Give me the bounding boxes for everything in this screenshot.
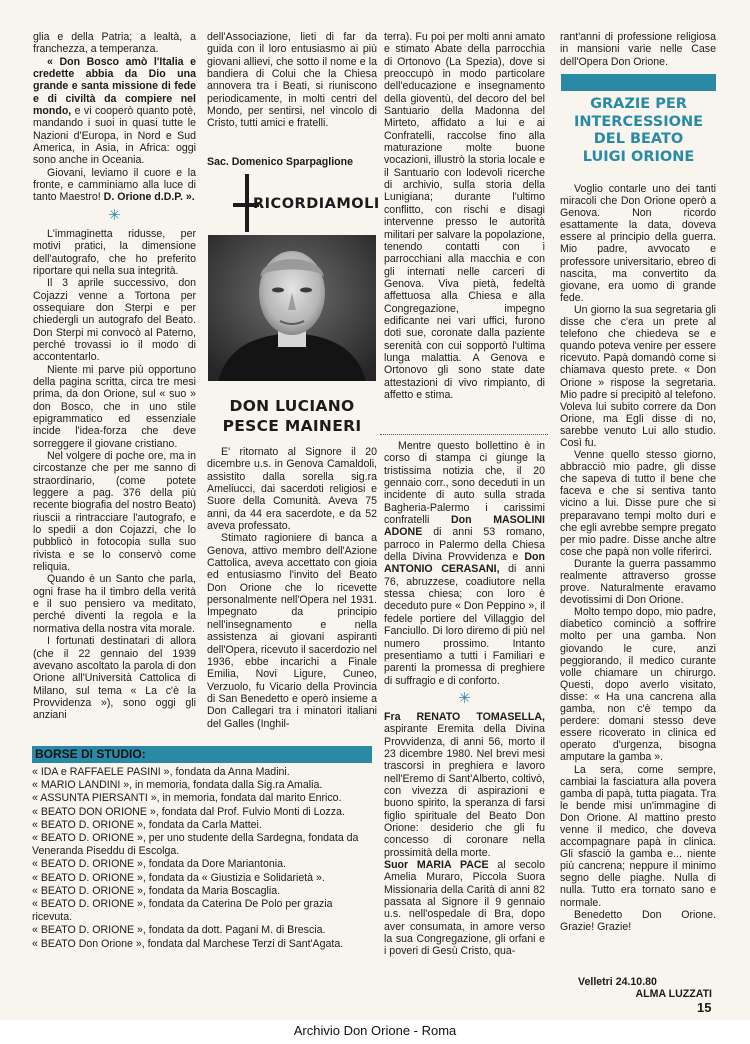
paragraph [384,859,545,958]
page-number: 15 [697,1000,712,1015]
paragraph [33,167,196,204]
paragraph [560,304,716,449]
grazie-heading [561,96,716,166]
text-run: glia e della Patria; a lealtà, a franchezza, a temperanza. [33,31,196,56]
scholarship-item: « BEATO D. ORIONE », fondata da Maria Boscaglia. [32,884,281,897]
scholarship-item: « IDA e RAFFAELE PASINI », fondata da Anna Madini. [32,766,290,778]
text-run: Stimato ragioniere di banca a Genova, attivo membro dell'Azione Cattolica, aveva accettato con gioia ed entusiasmo l'invito del Beato Don Orione che lo ricevette personalmente nell'Opera nel 1931. Impegnato da principio nell'insegnamento e nella assistenza ai giovani aspiranti dell'Opera, ricevuto il sacerdozio nel 1936, ebbe incarichi a Finale Emilia, Novi Ligure, Cuneo, Verzuolo, fu Vicario della Provincia di San Benedetto e operò insieme a Don Callegari tra i minatori italiani del Galles (Inghil- [207,532,377,730]
paragraph [560,31,716,68]
column-4-intro [560,31,716,68]
paragraph [560,909,716,933]
text-run: rant'anni di professione religiosa in mansioni varie nelle Case dell'Opera Don Orione. [560,31,716,68]
scholarship-item: « BEATO D. ORIONE », fondata da Caterina De Polo per grazia ricevuta. [32,898,333,924]
paragraph [207,532,377,730]
scholarship-item: « ASSUNTA PIERSANTI », in memoria, fondata dal marito Enrico. [32,792,342,805]
obituary-name-line-1: DON LUCIANO [229,397,355,415]
text-run: terra). Fu poi per molti anni amato e stimato Abate della parrocchia di Ortonovo (La Spezia), dove si preoccupò in modo particolare dell'educazione e insegnamento della gioventù, del decoro del bel Santuario della Madonna del Mirteto, affidato a lui e ai Confratelli, raccolse fino alla maturazione molte buone vocazioni, illustrò la storia locale e il Santuario con lodevoli ricerche di archivio, sulla storia della Lunigiana; durante l'ultimo conflitto, con rischi e disagi intervenne presso le autorità militari per salvare la popolazione, tenendo contatti con i parrocchiani alla macchia e con gli internati nelle carceri di Genova. Viva pietà, fedeltà affettuosa alla Chiesa e alla Congregazione, impegno edificante nei vari uffici, furono doti sue, coronate dalla paziente serenità con cui sopportò l'ultima lunga malattia. A Genova e Ortonovo gli sono state date attestazioni di vivo rimpianto, di affetto e stima. [384,31,545,401]
portrait-illustration [208,235,376,381]
text-run: Molto tempo dopo, mio padre, diabetico cominciò a soffrire molto per una gamba. Non giovando le cure, anzi peggiorando, il medico curante volle chiamare un chirurgo. Questi, dopo averlo visitato, disse: « Ha una cancrena alla gamba, non c'è tempo da perdere: domani stesso deve essere ricoverato in clinica ed operato d'urgenza, bisogna amputare la gamba ». [560,606,716,764]
paragraph [33,228,196,277]
bold-text: Don ANTONIO CERASANI, [384,551,545,576]
scholarships-header [32,746,372,763]
text-run: Voglio contarle uno dei tanti miracoli che Don Orione operò a Genova. Non ricordo esattamente la data, doveva essere al principio della guerra. Mio padre, avvocato e professore universitario, ebreo di nascita, ma convertito da giovane, era uomo di grande fede. [560,183,716,304]
column-3 [384,31,545,401]
testimony-signature: ALMA LUZZATI [635,988,712,1000]
grazie-heading-line-2: INTERCESSIONE [573,113,704,130]
grazie-heading-line-1: GRAZIE PER [590,96,687,112]
text-run: Un giorno la sua segretaria gli disse che c'era un prete al telefono che chiedeva se e quando poteva venire per essere ricevuto. Papà domandò come si chiamava questo prete. « Don Orione » rispose la segretaria. Mio padre si precipitò al telefono. Voleva lui subito correre da Don Orione, ma Egli disse di no, sarebbe venuto Lui allo studio. Così fu. [560,303,716,449]
paragraph [560,606,716,763]
column-3-notices [384,440,545,958]
scholarship-item: « BEATO D. ORIONE », fondata da Dore Mariantonia. [32,858,286,871]
paragraph [384,440,545,687]
text-run: Nel volgere di poche ore, ma in circostanze che per me sanno di straordinario, (come potete leggere a pag. 376 della più recente biografia del nostro Beato) riuscii a rintracciare l'autografo, e lo spedii a don Cojazzi, che lo pubblicò in fotocopia sulla suo rivista e se lo conservò come reliquia. [33,450,196,574]
paragraph [33,277,196,363]
archive-footer [0,1020,750,1044]
paragraph [560,183,716,304]
column-1 [33,31,196,722]
bold-text: Don MASOLINI ADONE [384,514,545,539]
text-run: La sera, come sempre, cambiai la fasciatura alla povera gamba di papà, tutta piagata. Tra le bende misi un'immagine di Don Orione. Al mattino presto venne il medico, che doveva accompagnare papà in clinica. Gli sfasciò la gamba e... niente più cancrena; neppure il minimo segno delle piaghe. Nulla di nulla. Tutto era tornato sano e normale. [560,763,716,909]
text-run: Venne quello stesso giorno, abbracciò mio padre, gli disse che sapeva di tutto il bene che faceva e che si sentiva tanto vicino a lui. Disse pure che si preparavano tempi molto duri e che egli avrebbe sempre pregato per mio padre. Disse anche altre cose che papà non volle riferirci. [560,449,716,558]
paragraph [33,31,196,56]
ricordiamoli-heading [233,174,380,232]
bold-text: Suor MARIA PACE [384,859,489,871]
paragraph [33,573,196,635]
paragraph [384,711,545,859]
text-run: dell'Associazione, lieti di far da guida con il loro entusiasmo ai più giovani allievi, che sotto il nome e la bandiera di Colui che la Chiesa annovera tra i Beati, si riuniscono periodicamente, in molti centri del Mondo, per sentirsi, nel vincolo di Cristo, tutti amici e fratelli. [207,31,377,130]
paragraph [33,635,196,721]
bold-text: D. Orione d.D.P. ». [103,191,195,204]
text-run: Niente mi parve più opportuno della pagina scritta, circa tre mesi prima, da don Orione, sul « suo » don Bosco, che in uno stile epigrammatico ed essenziale incide l'idea-forza che deve sorreggere il giovane cristiano. [33,363,196,450]
text-run: E' ritornato al Signore il 20 dicembre u.s. in Genova Camaldoli, assistito dalla sorella sig.ra Ameliucci, dai sacerdoti religiosi e Suore della Comunità. Aveva 75 anni, da 44 era sacerdote, e da 52 aveva professato. [207,446,377,533]
text-run: Benedetto Don Orione. Grazie! Grazie! [560,908,716,933]
text-run: al secolo Amelia Muraro, Piccola Suora Missionaria della Carità di anni 82 passata al Signore il 9 gennaio u.s. nell'ospedale di Bra, dopo aver consumata, in amore verso la sua Congregazione, gli orfani e i poveri di Gesù Cristo, qua- [384,859,545,958]
portrait-photo [208,235,376,381]
column-2-obituary [207,446,377,730]
bold-text: « Don Bosco amò l'Italia e credette abbia da Dio una grande e santa missione di fede e di civiltà da compiere nel mondo, [33,55,196,118]
article-signature: Sac. Domenico Sparpaglione [207,156,353,168]
text-run: L'immaginetta ridusse, per motivi pratici, la dimensione dell'autografo, che ho preferito riportare qui nella sua integrità. [33,227,196,277]
paragraph [207,446,377,532]
text-run: Durante la guerra passammo realmente attraverso grosse prove. Naturalmente eravamo devotissimi di Don Orione. [560,557,716,607]
grazie-heading-line-4: LUIGI ORIONE [582,148,695,165]
column-2-intro [207,31,377,130]
column-4-testimony [560,183,716,933]
ricordiamoli-label: RICORDIAMOLI [253,196,380,212]
scholarship-item: « BEATO Don Orione », fondata dal Marchese Terzi di Sant'Agata. [32,937,344,950]
section-divider [380,434,548,435]
paragraph [33,364,196,450]
text-run: di anni 53 romano, parroco in Palermo della Chiesa della Divina Provvidenza e [384,526,545,564]
testimony-place-date: Velletri 24.10.80 [578,976,657,988]
scholarship-item: « BEATO D. ORIONE », per uno studente della Sardegna, fondata da Veneranda Piseddu di Escolga. [32,832,359,858]
scholarship-item: « BEATO DON ORIONE », fondata dal Prof. Fulvio Monti di Lozza. [32,805,345,818]
paragraph [384,31,545,401]
obituary-name-line-2: PESCE MAINERI [222,417,362,435]
scholarships-title: BORSE DI STUDIO: [35,747,146,761]
paragraph [560,764,716,909]
archive-label: Archivio Don Orione - Roma [293,1023,457,1038]
grazie-heading-line-3: DEL BEATO [593,131,684,147]
paragraph [33,450,196,573]
scholarships-list [32,766,372,951]
scholarship-item: « BEATO D. ORIONE », fondata da dott. Pagani M. di Brescia. [32,924,326,937]
text-run: di anni 76, abruzzese, coadiutore nella stessa chiesa; con loro è deceduto pure « Don Peppino », il fedele portiere del Villaggio del Fanciullo. Di loro diremo di più nel numero prossimo. Intanto presentiamo a tutti i Familiari e parenti la promessa di preghiere di suffragio e di conforto. [384,563,545,687]
asterisk-ornament-icon: ✳ [458,689,471,707]
paragraph [33,56,196,167]
obituary-name [206,396,378,436]
text-run: Mentre questo bollettino è in corso di stampa ci giunge la tristissima notizia che, il 20 gennaio corr., sono deceduti in un incidente di auto sulla strada Bagheria-Palermo i carissimi confratelli [384,440,545,527]
text-run: Il 3 aprile successivo, don Cojazzi venne a Tortona per ossequiare don Sterpi e per chiedergli un autografo del Beato. Don Sterpi mi convocò al Paterno, perché trovassi io il modo di accontentarlo. [33,277,196,364]
scholarships-section [32,746,372,951]
scholarship-item: « BEATO D. ORIONE », fondata da « Giustizia e Solidarietà ». [32,871,325,884]
paragraph [560,449,716,558]
text-run: aspirante Eremita della Divina Provvidenza, di anni 56, morto il 23 dicembre 1980. Nel brevi mesi trascorsi in preghiera e lavoro nell'Eremo di Sant'Alberto, coltivò, con vivezza di aspirazioni e buono spirito, la speranza di farsi figlio spirituale del Beato Don Orione: desiderio che gli fu concesso di coronare nella prossimità della morte. [384,723,545,859]
text-run: e vi cooperò quanto potè, mandando i suoi in quasi tutte le Nazioni d'Europa, in Nord e Sud America, in Asia, in Africa: oggi sono anche in Oceania. [33,105,196,167]
bold-text: Fra RENATO TOMASELLA, [384,710,545,723]
scholarship-item: « MARIO LANDINI », in memoria, fondata dalla Sig.ra Amalia. [32,779,323,792]
asterisk-ornament-icon: ✳ [108,206,121,224]
text-run: Quando è un Santo che parla, ogni frase ha il timbro della verità e il suo pensiero va meditato, perché diventi la regola e la normativa della nostra vita morale. [33,573,196,635]
text-run: Giovani, leviamo il cuore e la fronte, e camminiamo alla luce di tanto Maestro! [33,166,196,204]
paragraph [207,31,377,130]
accent-banner [561,74,716,91]
text-run: I fortunati destinatari di allora (che il 22 gennaio del 1939 avevano ascoltato la parola di don Orione all'Università Cattolica di Milano, sul tema « La c'è la Provvidenza »), sono oggi gli anziani [33,635,196,722]
paragraph [560,558,716,606]
scholarship-item: « BEATO D. ORIONE », fondata da Carla Mattei. [32,818,262,831]
